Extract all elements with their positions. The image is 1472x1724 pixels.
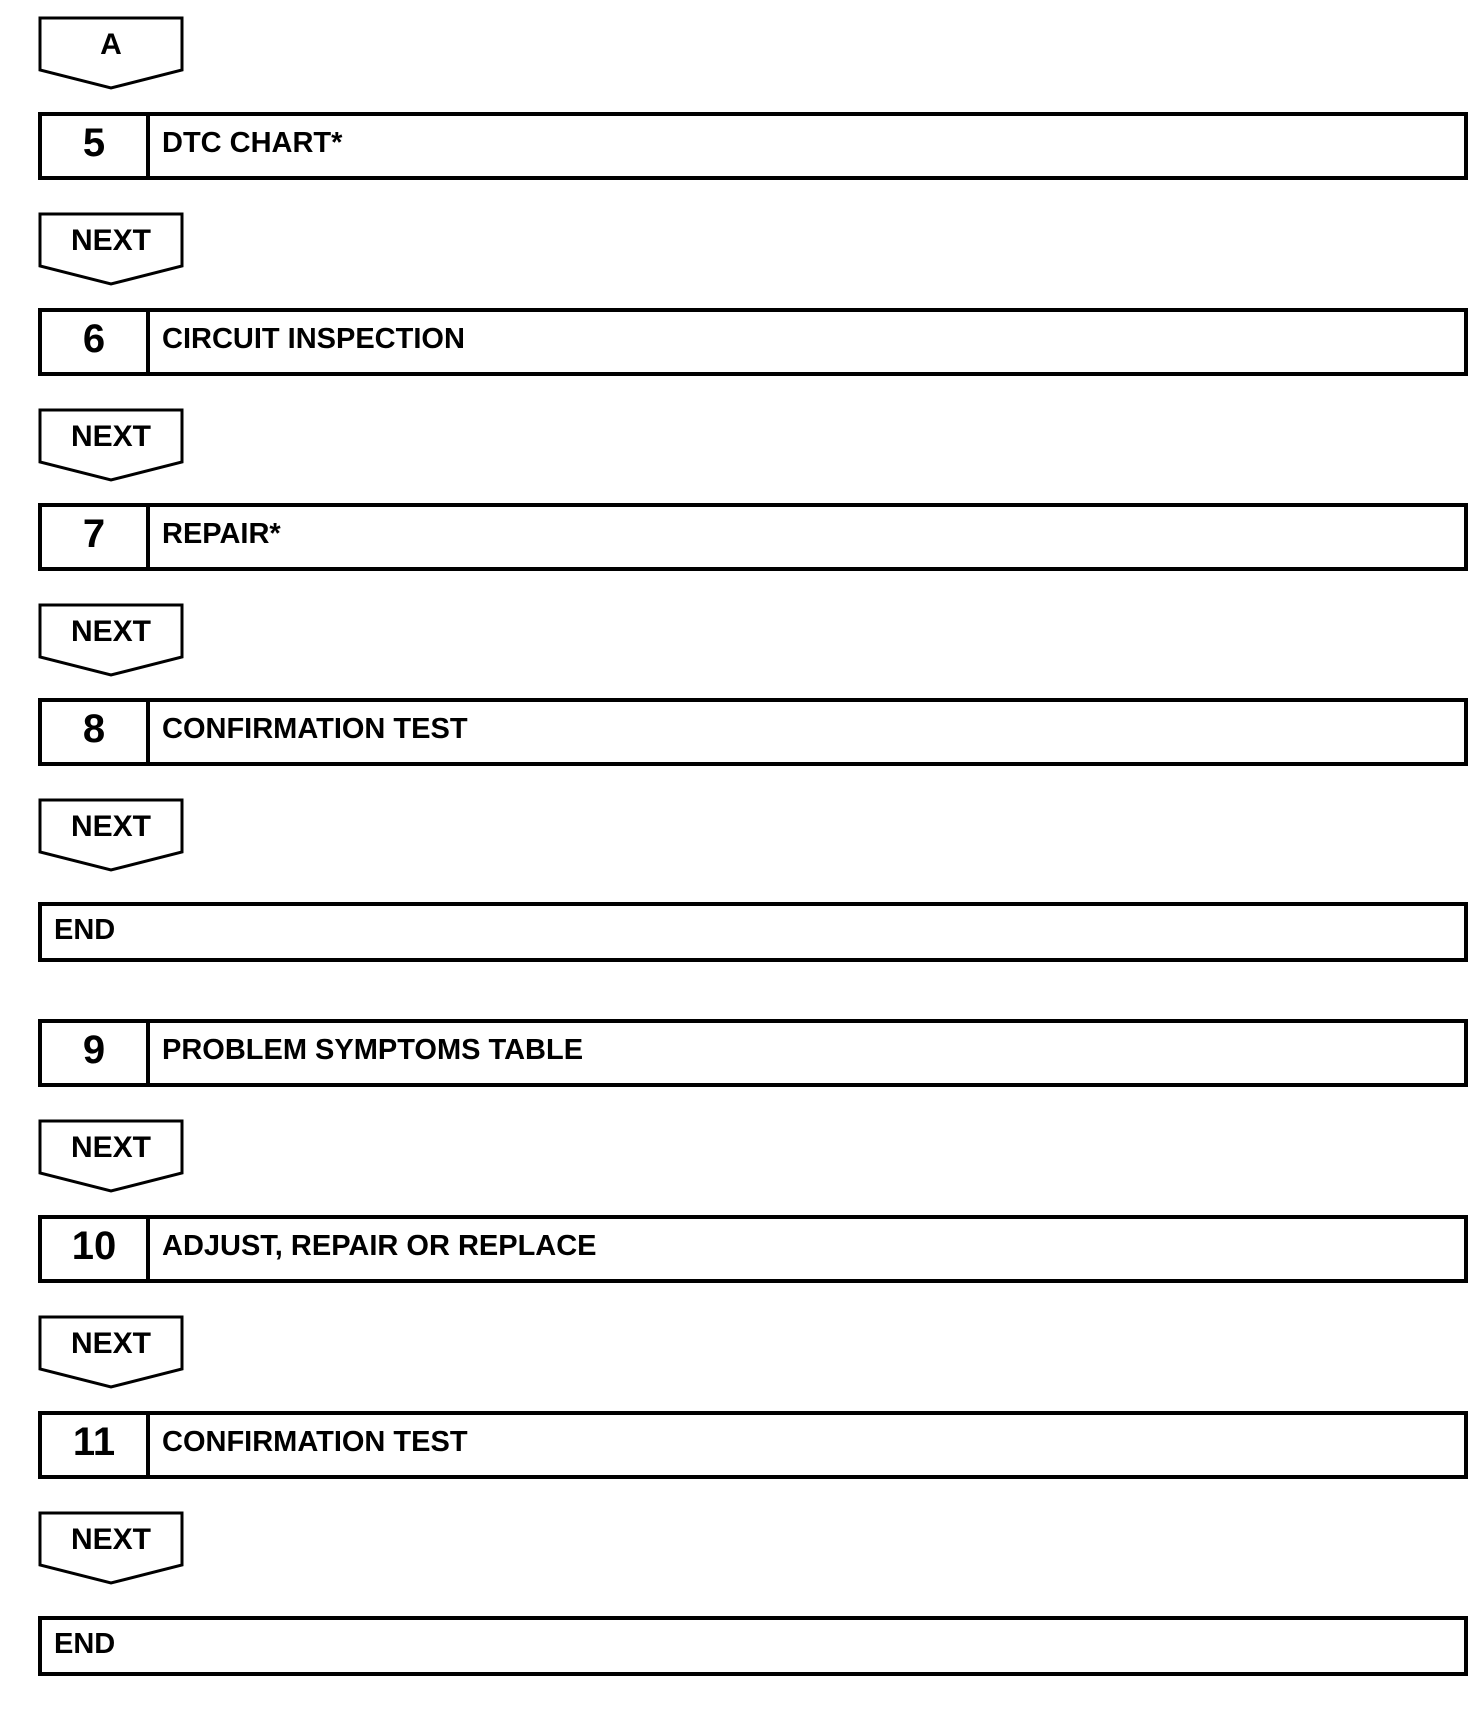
next-label: NEXT — [70, 1327, 151, 1360]
next-connector — [38, 603, 184, 677]
step-number: 9 — [42, 1023, 150, 1083]
step-number: 10 — [42, 1219, 150, 1279]
next-connector — [38, 1119, 184, 1193]
next-connector — [38, 1511, 184, 1585]
connector-a-label: A — [100, 28, 122, 61]
step-title: PROBLEM SYMPTOMS TABLE — [162, 1033, 584, 1066]
next-label: NEXT — [70, 224, 151, 257]
next-connector — [38, 798, 184, 872]
step-title: CIRCUIT INSPECTION — [162, 322, 465, 355]
step-title: CONFIRMATION TEST — [162, 712, 468, 745]
step-number: 11 — [42, 1415, 150, 1475]
next-connector — [38, 1315, 184, 1389]
step-number: 8 — [42, 702, 150, 762]
next-label: NEXT — [70, 420, 151, 453]
step-title: CONFIRMATION TEST — [162, 1425, 468, 1458]
next-label: NEXT — [70, 1523, 151, 1556]
next-label: NEXT — [70, 1131, 151, 1164]
step-8 — [38, 698, 1468, 766]
step-number: 6 — [42, 312, 150, 372]
step-7 — [38, 503, 1468, 571]
step-5 — [38, 112, 1468, 180]
step-number: 7 — [42, 507, 150, 567]
step-title: REPAIR* — [162, 517, 281, 550]
next-connector — [38, 408, 184, 482]
end-box: END — [38, 1616, 1468, 1676]
next-label: NEXT — [70, 615, 151, 648]
connector-a — [38, 16, 184, 90]
step-10 — [38, 1215, 1468, 1283]
step-9 — [38, 1019, 1468, 1087]
next-label: NEXT — [70, 810, 151, 843]
step-11 — [38, 1411, 1468, 1479]
next-connector — [38, 212, 184, 286]
step-6 — [38, 308, 1468, 376]
end-box: END — [38, 902, 1468, 962]
step-number: 5 — [42, 116, 150, 176]
step-title: DTC CHART* — [162, 126, 343, 159]
step-title: ADJUST, REPAIR OR REPLACE — [162, 1229, 597, 1262]
